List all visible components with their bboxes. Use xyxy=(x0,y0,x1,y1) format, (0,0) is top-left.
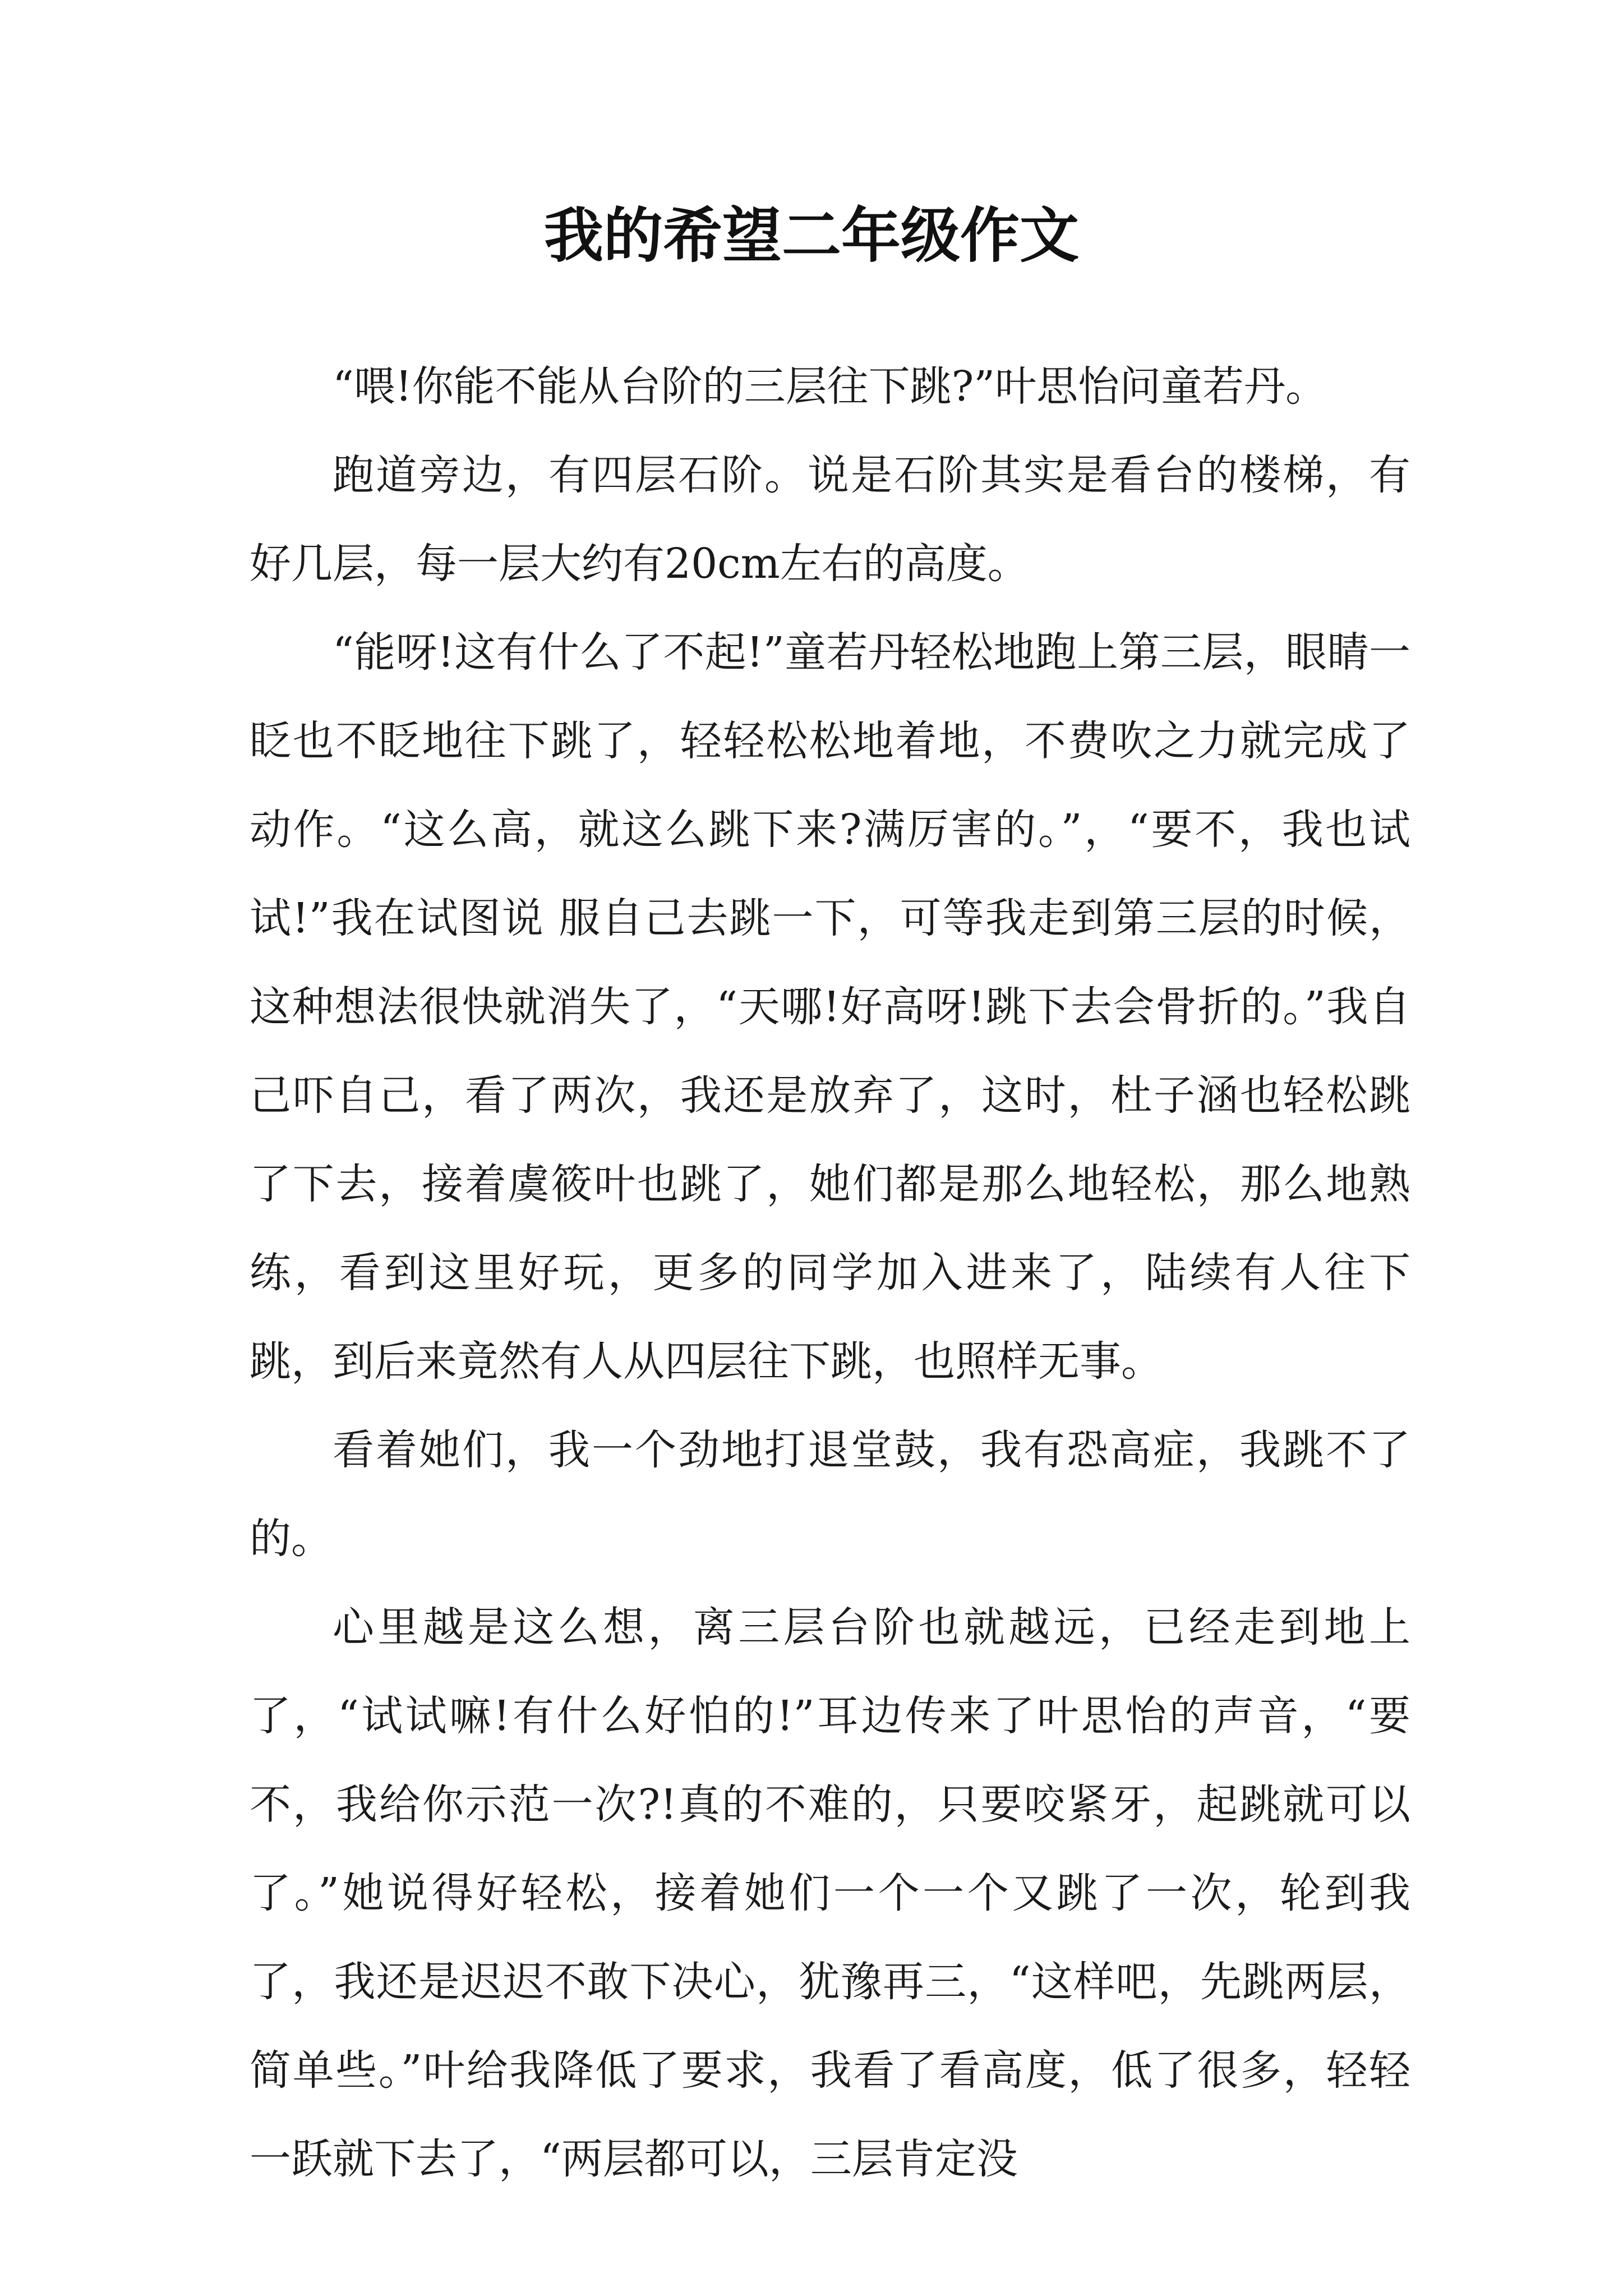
paragraph: “能呀!这有什么了不起!”童若丹轻松地跑上第三层，眼睛一眨也不眨地往下跳了，轻轻松松地着地，不费吹之力就完成了动作。“这么高，就这么跳下来?满厉害的。”，“要不，我也试试!”我在试图说 服自己去跳一下，可等我走到第三层的时候，这种想法很快就消失了，“天哪!好高呀!跳下去会骨折的。”我自己吓自己，看了两次，我还是放弃了，这时，杜子涵也轻松跳了下去，接着虞筱叶也跳了，她们都是那么地轻松，那么地熟练，看到这里好玩，更多的同学加入进来了，陆续有人往下跳，到后来竟然有人从四层往下跳，也照样无事。 xyxy=(250,628,1410,1386)
paragraph: 心里越是这么想，离三层台阶也就越远，已经走到地上了，“试试嘛!有什么好怕的!”耳边传来了叶思怡的声音，“要不，我给你示范一次?!真的不难的，只要咬紧牙，起跳就可以了。”她说得好轻松，接着她们一个一个又跳了一次，轮到我了，我还是迟迟不敢下决心，犹豫再三，“这样吧，先跳两层，简单些。”叶给我降低了要求，我看了看高度，低了很多，轻轻一跃就下去了，“两层都可以，三层肯定没 xyxy=(250,1603,1410,2183)
paragraph: 看着她们，我一个劲地打退堂鼓，我有恐高症，我跳不了的。 xyxy=(250,1426,1410,1563)
document-body xyxy=(250,342,1410,2203)
paragraph: “喂!你能不能从台阶的三层往下跳?”叶思怡问童若丹。 xyxy=(333,362,1327,411)
document-title: 我的希望二年级作文 xyxy=(544,200,1079,270)
paragraph: 跑道旁边，有四层石阶。说是石阶其实是看台的楼梯，有好几层，每一层大约有20cm左右的高度。 xyxy=(250,451,1410,588)
